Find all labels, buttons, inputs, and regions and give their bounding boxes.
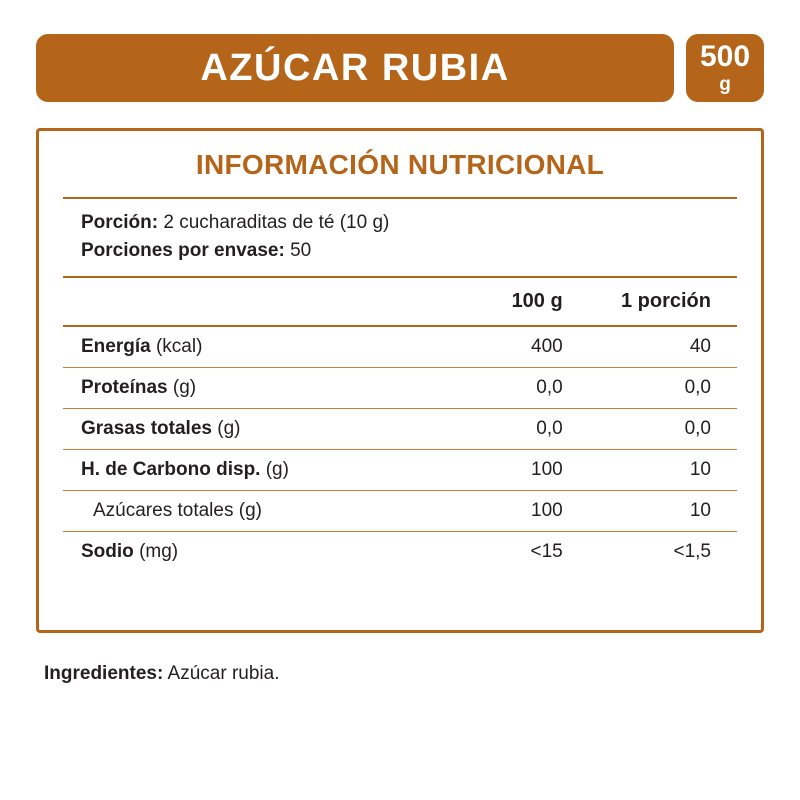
nutrient-value-portion: 0,0 — [589, 409, 737, 450]
nutrient-unit: (g) — [265, 459, 289, 481]
product-title-bar — [36, 34, 674, 102]
column-header-per-portion: 1 porción — [620, 290, 711, 313]
servings-value: 50 — [290, 239, 312, 261]
page-title: AZÚCAR RUBIA — [200, 46, 510, 89]
nutrient-unit: (g) — [238, 500, 262, 522]
nutrient-name: Azúcares totales — [93, 500, 234, 522]
nutrient-name: Proteínas — [81, 377, 168, 399]
nutrient-value-portion: 10 — [589, 450, 737, 491]
nutrition-table-head — [63, 278, 737, 326]
nutrient-name-cell — [63, 450, 440, 491]
nutrition-table-body — [63, 326, 737, 572]
portion-label: Porción: — [81, 212, 159, 233]
nutrient-unit: (mg) — [139, 541, 179, 563]
nutrient-name: Grasas totales — [81, 418, 212, 440]
column-header-nutrient — [63, 278, 440, 326]
nutrient-name-cell — [63, 491, 440, 532]
nutrient-unit: (g) — [217, 418, 241, 440]
nutrient-value-100g: 0,0 — [440, 409, 588, 450]
nutrient-value-portion: <1,5 — [673, 541, 711, 563]
nutrition-panel-title: INFORMACIÓN NUTRICIONAL — [195, 149, 605, 180]
nutrient-value-100g: <15 — [530, 541, 563, 563]
nutrient-name-cell — [63, 532, 440, 573]
table-header-row — [63, 278, 737, 326]
table-row — [63, 368, 737, 409]
nutrient-value-100g: 100 — [440, 491, 588, 532]
nutrient-value-100g: 100 — [440, 450, 588, 491]
nutrient-name-cell — [63, 326, 440, 368]
ingredients-label: Ingredientes: — [44, 663, 164, 684]
nutrient-value-portion: 0,0 — [589, 368, 737, 409]
nutrient-unit: (kcal) — [155, 336, 203, 358]
table-row — [63, 409, 737, 450]
ingredients-line — [36, 663, 764, 685]
net-weight-value: 500 — [699, 40, 751, 73]
table-row — [63, 450, 737, 491]
nutrient-name: Sodio — [81, 541, 134, 563]
column-header-per-100g: 100 g — [511, 290, 563, 313]
table-row — [63, 326, 737, 368]
nutrient-name-cell — [63, 409, 440, 450]
nutrient-name-cell — [63, 368, 440, 409]
portion-value: 2 cucharaditas de té (10 g) — [163, 212, 390, 233]
nutrient-name: H. de Carbono disp. — [81, 459, 261, 481]
nutrition-table — [63, 278, 737, 572]
net-weight-unit: g — [719, 74, 731, 95]
servings-per-container-line — [81, 237, 725, 265]
nutrient-value-portion: 10 — [589, 491, 737, 532]
serving-info — [63, 199, 737, 276]
nutrient-name: Energía — [81, 336, 151, 358]
portion-line — [81, 209, 725, 237]
nutrient-value-portion: 40 — [589, 326, 737, 368]
table-row — [63, 491, 737, 532]
nutrient-unit: (g) — [172, 377, 197, 399]
nutrient-value-100g: 400 — [440, 326, 588, 368]
net-weight-badge — [686, 34, 764, 102]
ingredients-value: Azúcar rubia. — [167, 663, 280, 684]
servings-label: Porciones por envase: — [81, 239, 285, 261]
nutrition-panel — [36, 128, 764, 633]
table-row — [63, 532, 737, 573]
nutrient-value-100g: 0,0 — [440, 368, 588, 409]
header — [36, 34, 764, 102]
